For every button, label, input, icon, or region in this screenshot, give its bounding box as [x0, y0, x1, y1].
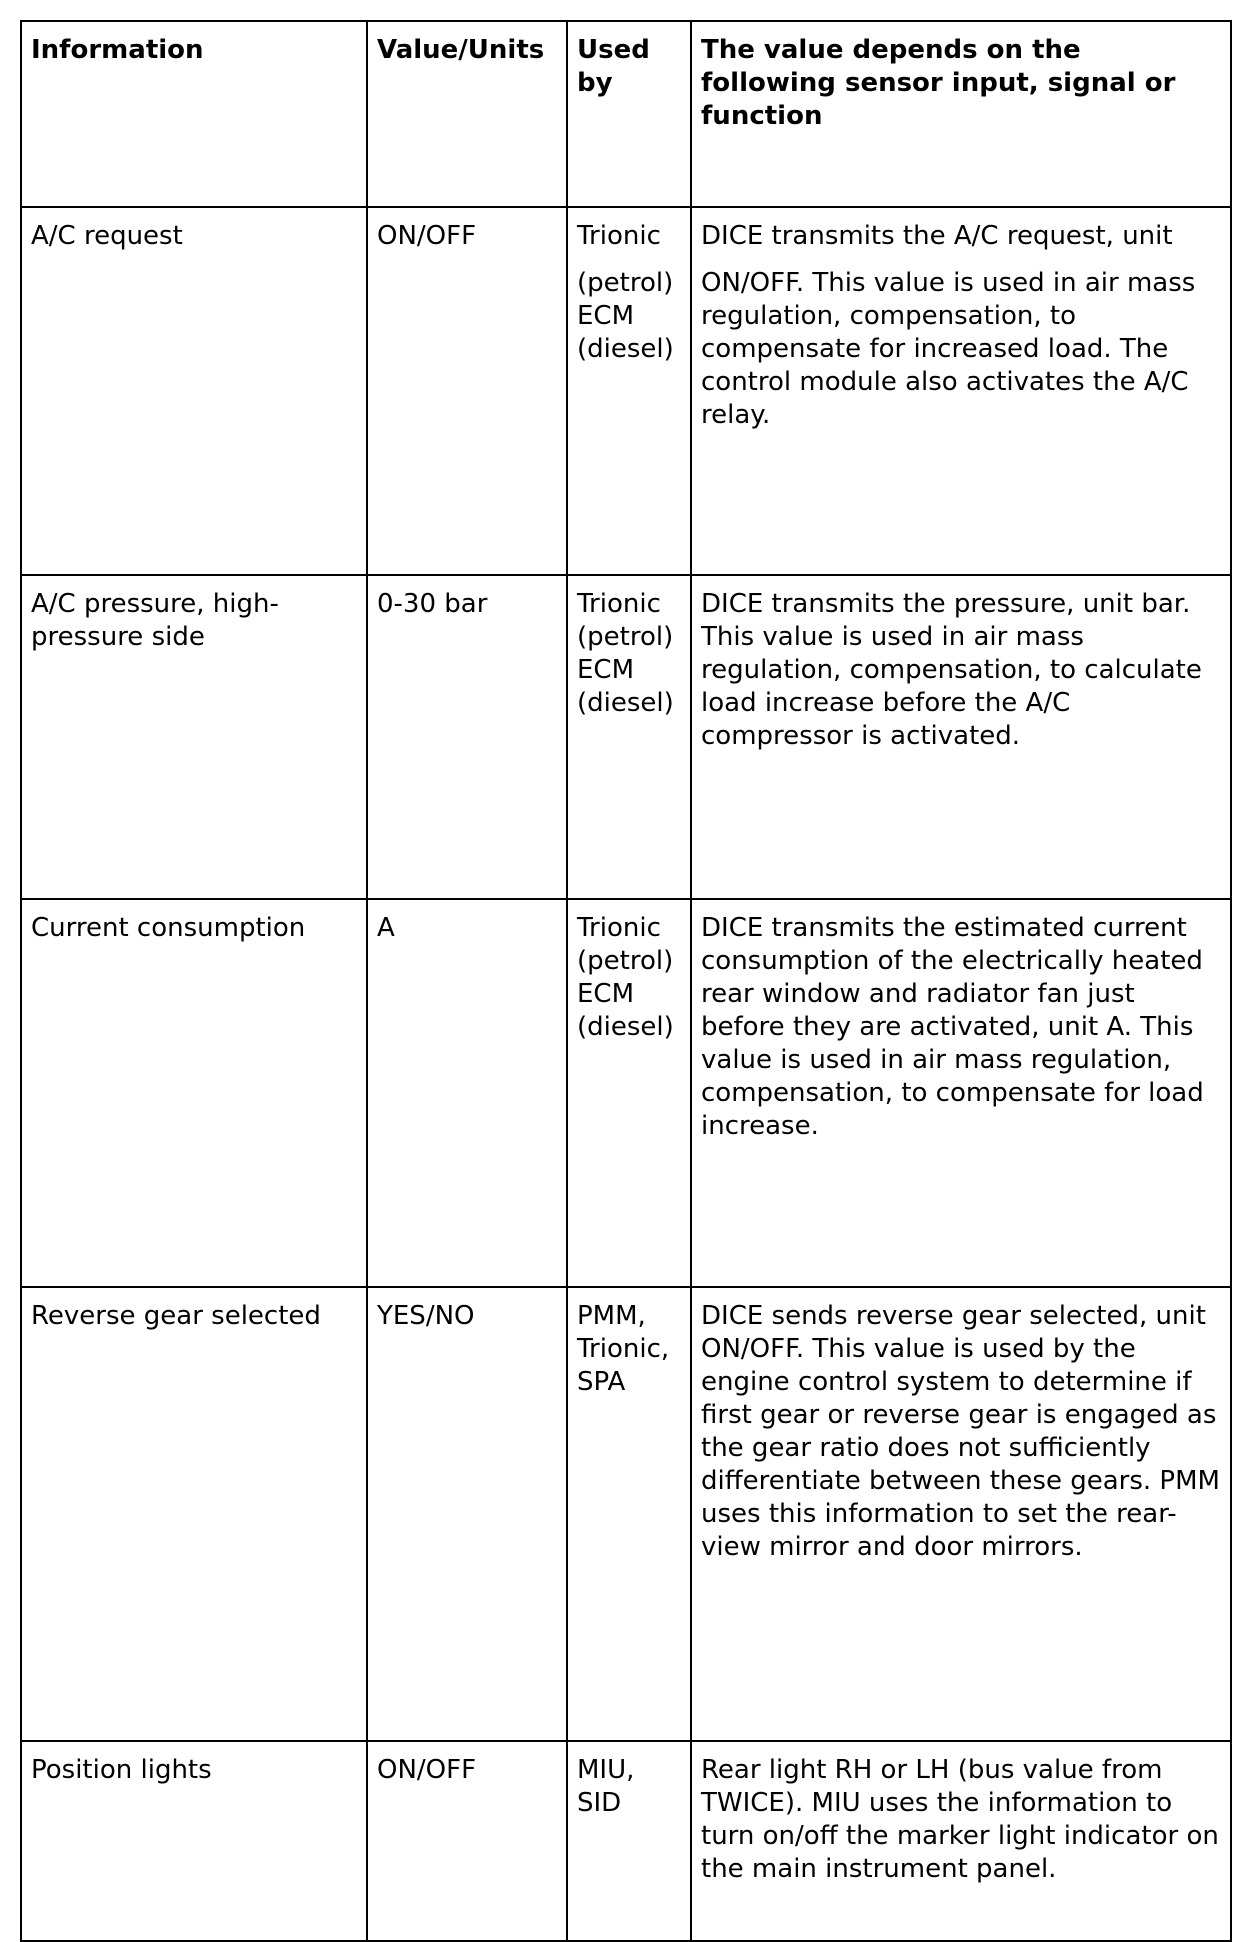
cell-information: Position lights: [21, 1741, 367, 1941]
table-row: [21, 1287, 1231, 1741]
table-header-row: [21, 21, 1231, 207]
cell-description: Rear light RH or LH (bus value from TWICE). MIU uses the information to turn on/off the marker light indicator on the main instrument panel.: [691, 1741, 1231, 1941]
signal-information-table: [20, 20, 1232, 1942]
cell-description: DICE transmits the pressure, unit bar. This value is used in air mass regulation, compensation, to calculate load increase before the A/C compressor is activated.: [691, 575, 1231, 899]
header-description: The value depends on the following sensor input, signal or function: [691, 21, 1231, 207]
used-by-rest: (petrol) ECM (diesel): [577, 268, 674, 364]
cell-information: A/C request: [21, 207, 367, 575]
table-row: [21, 1741, 1231, 1941]
description-first-line: DICE transmits the A/C request, unit: [701, 221, 1173, 251]
cell-description: [691, 207, 1231, 575]
cell-value-units: ON/OFF: [367, 1741, 567, 1941]
cell-used-by: PMM, Trionic, SPA: [567, 1287, 691, 1741]
table-row: [21, 575, 1231, 899]
header-used-by: Used by: [567, 21, 691, 207]
used-by-first-line: Trionic: [577, 221, 661, 251]
cell-description: DICE transmits the estimated current consumption of the electrically heated rear window and radiator fan just before they are activated, unit A. This value is used in air mass regulation, compensation, to compensate for load increase.: [691, 899, 1231, 1287]
cell-value-units: 0-30 bar: [367, 575, 567, 899]
cell-information: Current consumption: [21, 899, 367, 1287]
table-row: [21, 899, 1231, 1287]
cell-used-by: Trionic (petrol) ECM (diesel): [567, 899, 691, 1287]
cell-information: Reverse gear selected: [21, 1287, 367, 1741]
cell-information: A/C pressure, high-pressure side: [21, 575, 367, 899]
table-row: [21, 207, 1231, 575]
description-rest: ON/OFF. This value is used in air mass regulation, compensation, to compensate for increased load. The control module also activates the A/C relay.: [701, 268, 1196, 430]
header-information: Information: [21, 21, 367, 207]
cell-used-by: MIU, SID: [567, 1741, 691, 1941]
cell-used-by: [567, 207, 691, 575]
cell-value-units: A: [367, 899, 567, 1287]
cell-used-by: Trionic (petrol) ECM (diesel): [567, 575, 691, 899]
cell-value-units: YES/NO: [367, 1287, 567, 1741]
header-value-units: Value/Units: [367, 21, 567, 207]
cell-value-units: ON/OFF: [367, 207, 567, 575]
cell-description: DICE sends reverse gear selected, unit ON/OFF. This value is used by the engine control system to determine if first gear or reverse gear is engaged as the gear ratio does not sufficiently differentiate between these gears. PMM uses this information to set the rear-view mirror and door mirrors.: [691, 1287, 1231, 1741]
